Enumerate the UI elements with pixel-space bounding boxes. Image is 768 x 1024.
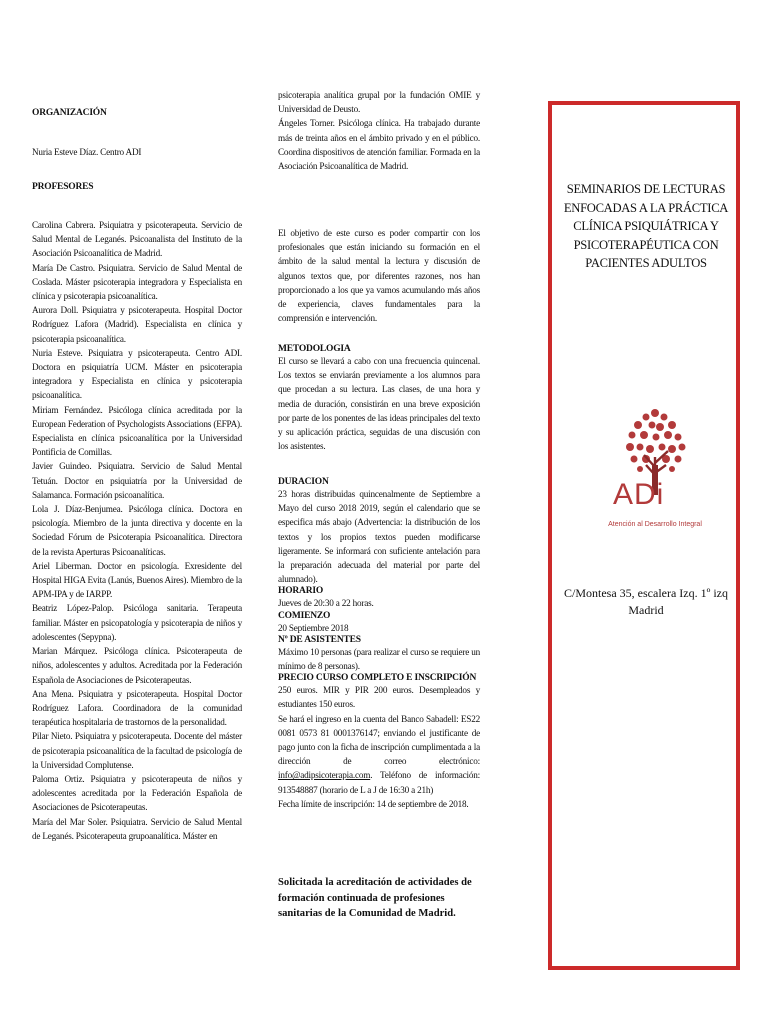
attendees-heading: Nº DE ASISTENTES (278, 634, 361, 645)
professor-entry: Marian Márquez. Psicóloga clínica. Psicoterapeuta de niños, adolescentes y adultos. Acreditada por la Federación Española de Asociaciones de Psicoterapeutas. (32, 646, 242, 685)
deadline-text: Fecha límite de inscripción: 14 de septiembre de 2018. (278, 798, 469, 809)
address (556, 585, 736, 619)
schedule-text: Jueves de 20:30 a 22 horas. (278, 598, 374, 609)
phone-text: . Teléfono de información: 913548887 (horario de L a J de 16:30 a 21h) (278, 770, 480, 795)
schedule-heading: HORARIO (278, 586, 324, 597)
professor-entry: Javier Guindeo. Psiquiatra. Servicio de Salud Mental Tetuán. Doctor en psiquiatría por la Universidad de Salamanca. Formación psicoanalítica. (32, 461, 242, 500)
address-city: Madrid (628, 603, 664, 617)
payment-instructions (278, 712, 480, 797)
methodology-heading: METODOLOGIA (278, 344, 351, 354)
org-heading: ORGANIZACIÓN (32, 108, 107, 118)
professor-entry: Paloma Ortiz. Psiquiatra y psicoterapeuta de niños y adolescentes acreditada por la Federación Española de Asociaciones de Psicoterapeutas. (32, 773, 242, 813)
methodology-text: El curso se llevará a cabo con una frecuencia quincenal. Los textos se enviarán previamente a los alumnos para que procedan a su lectura. Las clases, de una hora y media de duración, consistirán en una breve exposición por parte de los ponentes de las ideas principales del texto y su aplicación práctica, seguidas de una discusión con los asistentes. (278, 356, 480, 452)
duration-text: 23 horas distribuidas quincenalmente de Septiembre a Mayo del curso 2018 2019, según el calendario que se especifica más abajo (Advertencia: la distribución de los textos y los propios textos pueden modificarse ligeramente. Se informará con suficiente antelación para la preparación adecuada del material por parte del alumnado). (278, 489, 480, 585)
professors-list (32, 218, 242, 843)
professor-entry: Ana Mena. Psiquiatra y psicoterapeuta. Hospital Doctor Rodríguez Lafora. Coordinadora de la comunidad terapéutica hospitalaria de trastornos de la personalidad. (32, 688, 242, 728)
professor-entry: Miriam Fernández. Psicóloga clínica acreditada por la European Federation of Psychologists Associations (EFPA). Especialista en clínica psicoanalítica por la Universidad Pontificia de Comillas. (32, 404, 242, 458)
attendees-text: Máximo 10 personas (para realizar el curso se requiere un mínimo de 8 personas). (278, 646, 480, 672)
logo-subtitle: Atención al Desarrollo Integral (608, 521, 702, 528)
accreditation-note: Solicitada la acreditación de actividades de formación continuada de profesiones sanitarias de la Comunidad de Madrid. (278, 877, 472, 920)
professor-entry: Ángeles Torner. Psicóloga clínica. Ha trabajado durante más de treinta años en el ámbito privado y en el público. Coordina dispositivos de atención familiar. Formada en la Asociación Psicoanalítica de Madrid. (278, 118, 480, 172)
start-date: 20 Septiembre 2018 (278, 622, 349, 633)
professor-entry: María De Castro. Psiquiatra. Servicio de Salud Mental de Coslada. Máster psicoterapia integradora y Especialista en clínica y psicoterapia psicoanalítica. (32, 262, 242, 302)
course-title: SEMINARIOS DE LECTURAS ENFOCADAS A LA PRÁCTICA CLÍNICA PSIQUIÁTRICA Y PSICOTERAPÉUTICA CON PACIENTES ADULTOS (563, 182, 729, 270)
price-heading: PRECIO CURSO COMPLETO E INSCRIPCIÓN (278, 673, 477, 684)
org-text: Nuria Esteve Díaz. Centro ADI (32, 147, 142, 157)
payment-text: Se hará el ingreso en la cuenta del Banco Sabadell: ES22 0081 0573 81 0001376147; enviando el justificante de pago junto con la ficha de inscripción cumplimentada a la dirección de correo electrónico: (278, 713, 480, 767)
start-heading: COMIENZO (278, 610, 331, 621)
price-text: 250 euros. MIR y PIR 200 euros. Desempleados y estudiantes 150 euros. (278, 685, 480, 710)
professor-entry: Beatriz López-Palop. Psicóloga sanitaria. Terapeuta familiar. Máster en psicopatología y psicoterapia de niños y adolescentes (Sepypna). (32, 603, 242, 642)
professor-continued: psicoterapia analítica grupal por la fundación OMIE y Universidad de Deusto. (278, 90, 480, 115)
duration-heading: DURACION (278, 477, 329, 487)
professor-entry: Pilar Nieto. Psiquiatra y psicoterapeuta. Docente del máster de psicoterapia psicoanalítica de la facultad de psicología de la Universidad Complutense. (32, 731, 242, 770)
objective-text: El objetivo de este curso es poder compartir con los profesionales que están iniciando su formación en el ámbito de la salud mental la lectura y discusión de algunos textos que, por diferentes razones, nos han proporcionado a los que ya vamos acumulando más años de experiencia, claves fundamentales para la comprensión e intervención. (278, 228, 480, 324)
professors-heading: PROFESORES (32, 182, 94, 192)
professor-entry: María del Mar Soler. Psiquiatra. Servicio de Salud Mental de Leganés. Psicoterapeuta grupoanalítica. Máster en (32, 816, 242, 841)
address-line: C/Montesa 35, escalera Izq. 1º izq (564, 586, 728, 600)
professor-entry: Nuria Esteve. Psiquiatra y psicoterapeuta. Centro ADI. Doctora en psiquiatría UCM. Máster en psicoterapia integradora y Especialista en clínica y psicoterapia psicoanalítica. (32, 347, 242, 401)
professor-entry: Carolina Cabrera. Psiquiatra y psicoterapeuta. Servicio de Salud Mental de Leganés. Psicoanalista del Instituto de la Asociación Psicoanalítica de Madrid. (32, 220, 242, 259)
email-link[interactable]: info@adipsicoterapia.com (278, 770, 371, 781)
professor-entry: Lola J. Díaz-Benjumea. Psicóloga clínica. Doctora en psicología. Miembro de la junta directiva y docente en la Sociedad Fórum de Psicoterapia Psicoanalítica. Directora de la revista Aperturas Psicoanalíticas. (32, 504, 242, 557)
professor-entry: Ariel Liberman. Doctor en psicología. Exresidente del Hospital HIGA Evita (Lanús, Buenos Aires). Miembro de la APM-IPA y de IARPP. (32, 560, 242, 600)
professor-entry: Aurora Doll. Psiquiatra y psicoterapeuta. Hospital Doctor Rodríguez Lafora (Madrid). Especialista en clínica y psicoterapia psicoanalítica. (32, 305, 242, 344)
logo-name: ADi (613, 478, 665, 511)
